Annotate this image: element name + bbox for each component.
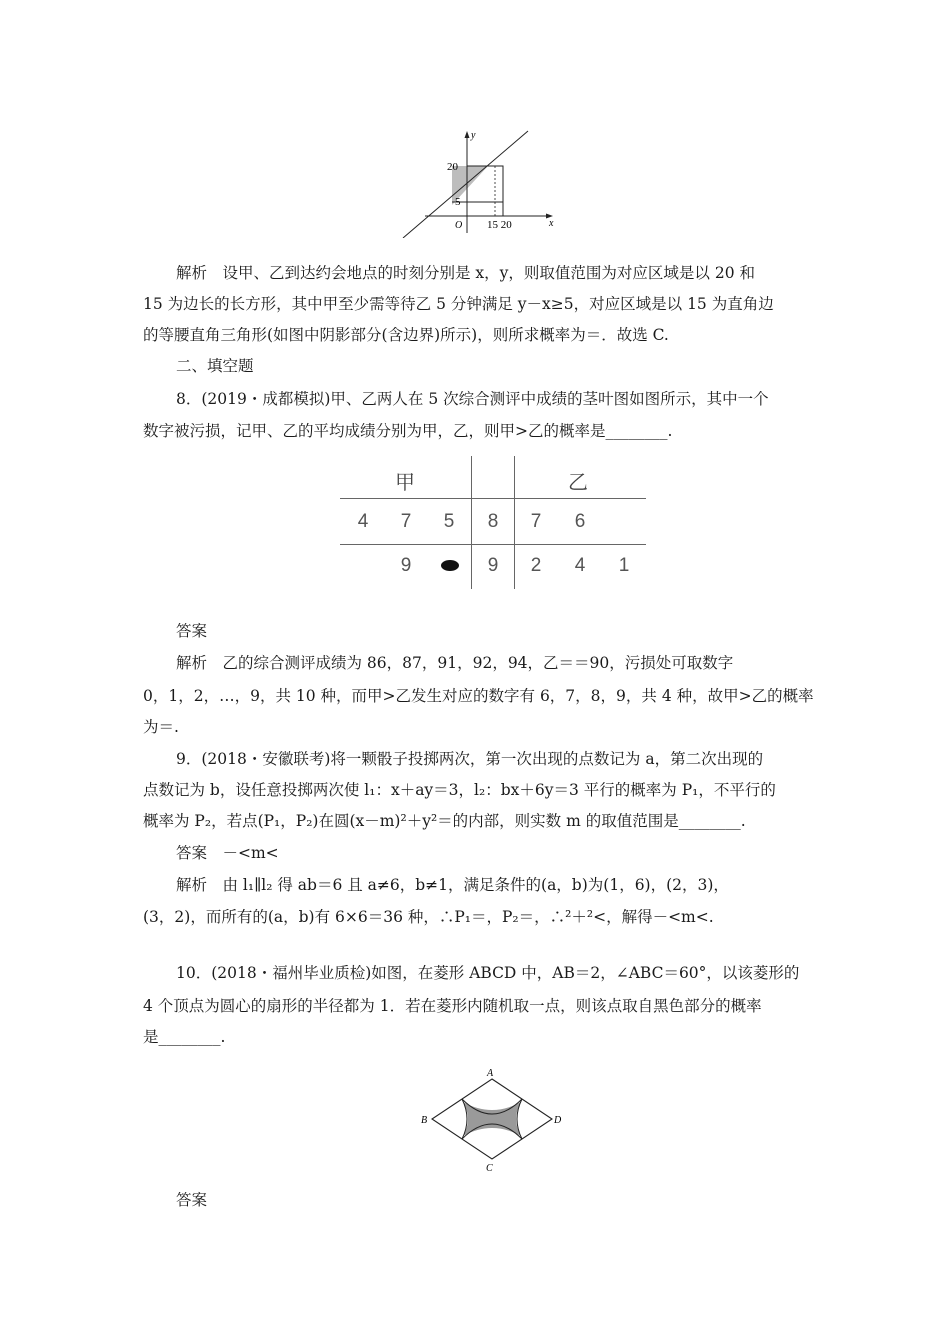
tick-5-y: 5 [455, 196, 461, 208]
rhombus-figure [415, 1068, 575, 1172]
leaf-left: 7 [400, 511, 412, 532]
coordinate-figure [395, 128, 565, 238]
leaf-left: 9 [400, 555, 412, 576]
vertex-b-label: B [421, 1115, 428, 1126]
origin-label: O [455, 220, 463, 231]
leaf-left: 5 [443, 511, 455, 532]
leaf-right: 7 [530, 511, 542, 532]
leaf-right: 4 [574, 555, 586, 576]
q10-line1: 10．(2018・福州毕业质检)如图，在菱形 ABCD 中，AB＝2，∠ABC＝60°，以该菱形的 [176, 964, 800, 982]
ans9-answer: 答案 －<m< [176, 844, 279, 862]
stem-leaf-right-divider [514, 456, 515, 589]
q9-line2: 点数记为 b，设任意投掷两次使 l₁：x＋ay＝3，l₂：bx＋6y＝3 平行的概率为 P₁，不平行的 [143, 781, 776, 799]
tick-20-y: 20 [447, 161, 458, 173]
solution7-line2: 15 为边长的长方形，其中甲至少需等待乙 5 分钟满足 y－x≥5，对应区域是以 15 为直角边 [143, 295, 774, 313]
ans9-line2: (3，2)，而所有的(a，b)有 6×6＝36 种，∴P₁＝，P₂＝，∴²＋²<，解得－<m<. [143, 908, 714, 926]
q10-line2: 4 个顶点为圆心的扇形的半径都为 1．若在菱形内随机取一点，则该点取自黑色部分的概率 [143, 997, 762, 1015]
stem-leaf-plot [340, 456, 646, 589]
q8-line1: 8．(2019・成都模拟)甲、乙两人在 5 次综合测评中成绩的茎叶图如图所示，其中一个 [176, 390, 769, 408]
ans8-line3: 为＝. [143, 718, 179, 736]
stem-leaf-mid-rule [340, 544, 646, 545]
smudged-digit [441, 560, 459, 571]
solution7-line1: 解析 设甲、乙到达约会地点的时刻分别是 x，y，则取值范围为对应区域是以 20 和 [176, 264, 756, 282]
solution7-line3: 的等腰直角三角形(如图中阴影部分(含边界)所示)，则所求概率为＝．故选 C. [143, 326, 669, 344]
vertex-d-label: D [554, 1115, 562, 1126]
stem-value: 8 [487, 511, 499, 532]
vertex-c-label: C [486, 1163, 493, 1172]
leaf-right: 2 [530, 555, 542, 576]
q10-line3: 是________. [143, 1028, 226, 1046]
ans9-line1: 解析 由 l₁∥l₂ 得 ab＝6 且 a≠6，b≠1，满足条件的(a，b)为(1，6)，(2，3)， [176, 876, 729, 894]
ans8-line1: 解析 乙的综合测评成绩为 86，87，91，92，94，乙＝＝90，污损处可取数字 [176, 654, 734, 672]
stem-value: 9 [487, 555, 499, 576]
header-yi: 乙 [568, 470, 588, 494]
q9-line1: 9．(2018・安徽联考)将一颗骰子投掷两次，第一次出现的点数记为 a，第二次出现的 [176, 750, 764, 768]
tick-15-20-x: 15 20 [487, 219, 512, 231]
q9-line3: 概率为 P₂，若点(P₁，P₂)在圆(x－m)²＋y²＝的内部，则实数 m 的取值范围是________. [143, 812, 746, 830]
stem-leaf-left-divider [471, 456, 472, 589]
leaf-right: 1 [618, 555, 630, 576]
stem-leaf-top-rule [340, 498, 646, 499]
leaf-left: 4 [357, 511, 369, 532]
q8-line2: 数字被污损，记甲、乙的平均成绩分别为甲，乙，则甲>乙的概率是________. [143, 422, 673, 440]
leaf-right: 6 [574, 511, 586, 532]
y-axis-label: y [471, 130, 476, 141]
ans8-line2: 0，1，2，…，9，共 10 种，而甲>乙发生对应的数字有 6，7，8，9，共 4 种，故甲>乙的概率 [143, 687, 814, 705]
vertex-a-label: A [487, 1068, 494, 1079]
x-axis-label: x [549, 218, 554, 229]
q10-answer: 答案 [176, 1191, 208, 1209]
section-title: 二、填空题 [176, 357, 254, 375]
ans8-answer: 答案 [176, 622, 208, 640]
header-jia: 甲 [395, 470, 415, 494]
y-axis-arrow [465, 131, 470, 138]
